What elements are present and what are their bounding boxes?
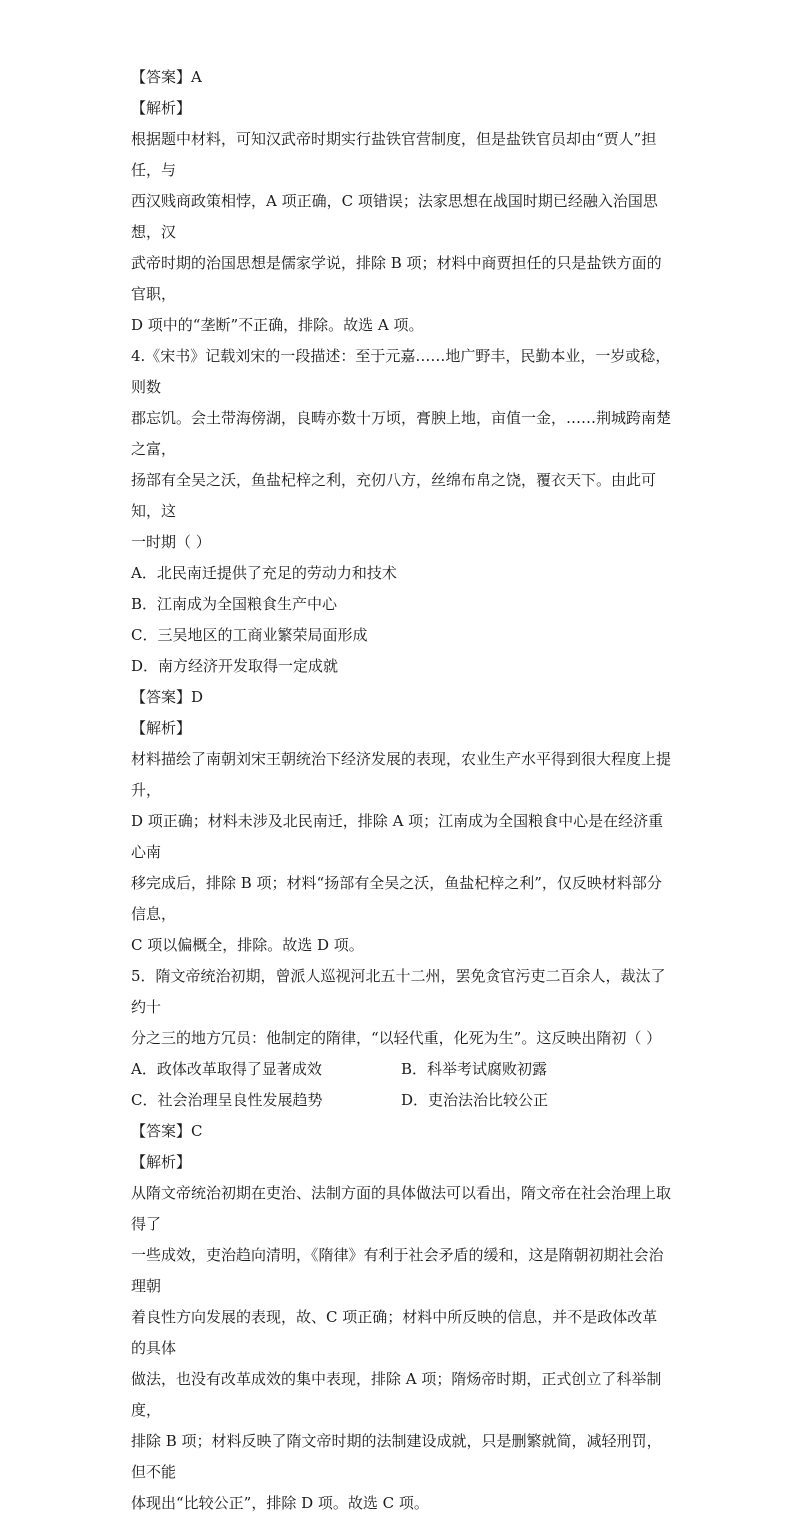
analysis-text (131, 744, 671, 961)
option-c: C．社会治理呈良性发展趋势 (131, 1091, 323, 1109)
text-line: 移完成后，排除 B 项；材料“扬部有全吴之沃，鱼盐杞梓之利”，仅反映材料部分信息， (131, 874, 662, 923)
text-line: 体现出“比较公正”，排除 D 项。故选 C 项。 (131, 1494, 429, 1512)
option-a: A．北民南迁提供了充足的劳动力和技术 (131, 564, 397, 582)
analysis-text (131, 1178, 671, 1519)
text-line: 根据题中材料，可知汉武帝时期实行盐铁官营制度，但是盐铁官员却由“贾人”担任，与 (131, 130, 657, 179)
analysis-label: 【解析】 (131, 99, 192, 117)
text-line: 材料描绘了南朝刘宋王朝统治下经济发展的表现，农业生产水平得到很大程度上提升， (131, 750, 672, 799)
text-line: 一些成效，吏治趋向清明，《隋律》有利于社会矛盾的缓和，这是隋朝初期社会治理朝 (131, 1246, 664, 1295)
answer-label: 【答案】C (131, 1122, 203, 1140)
analysis-text (131, 124, 671, 341)
option-a: A．政体改革取得了显著成效 (131, 1060, 322, 1078)
option-d: D．南方经济开发取得一定成就 (131, 657, 339, 675)
text-line: 武帝时期的治国思想是儒家学说，排除 B 项；材料中商贾担任的只是盐铁方面的官职， (131, 254, 662, 303)
question-stem-line: 5．隋文帝统治初期，曾派人巡视河北五十二州，罢免贪官污吏二百余人，裁汰了约十 (131, 967, 666, 1016)
text-line: 排除 B 项；材料反映了隋文帝时期的法制建设成就，只是删繁就简，减轻刑罚，但不能 (131, 1432, 662, 1481)
text-line: 从隋文帝统治初期在吏治、法制方面的具体做法可以看出，隋文帝在社会治理上取得了 (131, 1184, 672, 1233)
question-stem-line: 扬部有全吴之沃，鱼盐杞梓之利，充仞八方，丝绵布帛之饶，覆衣天下。由此可知，这 (131, 471, 657, 520)
text-line: 做法，也没有改革成效的集中表现，排除 A 项；隋炀帝时期，正式创立了科举制度， (131, 1370, 662, 1419)
analysis-label: 【解析】 (131, 1153, 192, 1171)
question-stem-line: 一时期（ ） (131, 533, 211, 551)
question-stem-line: 分之三的地方冗员：他制定的隋律，“以轻代重，化死为生”。这反映出隋初（ ） (131, 1029, 662, 1047)
option-row (131, 1085, 671, 1116)
text-line: 着良性方向发展的表现，故、C 项正确；材料中所反映的信息，并不是政体改革的具体 (131, 1308, 658, 1357)
question-stem-line: 郡忘饥。会土带海傍湖，良畴亦数十万顷，膏腴上地，亩值一金，……荆城跨南楚之富， (131, 409, 672, 458)
option-b: B．江南成为全国粮食生产中心 (131, 595, 338, 613)
analysis-label: 【解析】 (131, 719, 192, 737)
question-4 (131, 341, 671, 682)
document-content (131, 62, 671, 1519)
question-5 (131, 961, 671, 1116)
option-c: C．三吴地区的工商业繁荣局面形成 (131, 626, 368, 644)
text-line: 西汉贱商政策相悖，A 项正确，C 项错误；法家思想在战国时期已经融入治国思想，汉 (131, 192, 658, 241)
option-b: B．科举考试腐败初露 (401, 1060, 548, 1078)
text-line: D 项中的“垄断”不正确，排除。故选 A 项。 (131, 316, 424, 334)
text-line: D 项正确；材料未涉及北民南迁，排除 A 项；江南成为全国粮食中心是在经济重心南 (131, 812, 664, 861)
option-row (131, 1054, 671, 1085)
answer-label: 【答案】D (131, 688, 204, 706)
answer-label: 【答案】A (131, 68, 202, 86)
text-line: C 项以偏概全，排除。故选 D 项。 (131, 936, 364, 954)
option-d: D．吏治法治比较公正 (401, 1091, 549, 1109)
question-stem-line: 4.《宋书》记载刘宋的一段描述：至于元嘉……地广野丰，民勤本业，一岁或稔，则数 (131, 347, 671, 396)
